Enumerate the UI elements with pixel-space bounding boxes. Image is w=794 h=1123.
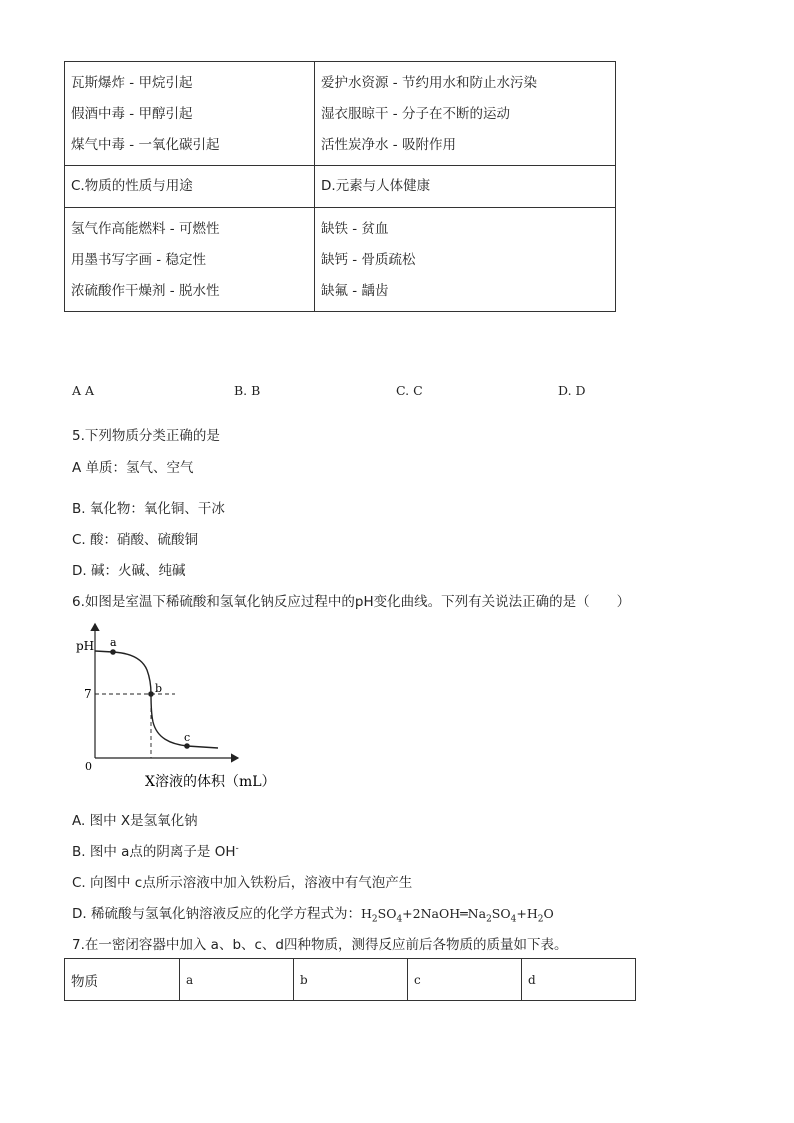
q7-header-a: a (180, 959, 294, 1001)
q6-option-c[interactable]: C. 向图中 c点所示溶液中加入铁粉后，溶液中有气泡产生 (72, 875, 413, 891)
x-axis-label: X溶液的体积（mL） (145, 774, 276, 790)
q7-header-b: b (294, 959, 408, 1001)
q6-option-d[interactable] (72, 902, 554, 925)
q7-header-substance: 物质 (65, 959, 180, 1001)
ph-curve-figure (70, 618, 310, 796)
point-c (184, 743, 190, 749)
q7-header-c: c (408, 959, 522, 1001)
q6-option-b[interactable] (72, 840, 239, 860)
point-a-label: a (110, 636, 117, 649)
table-line: 氢气作高能燃料 - 可燃性 (71, 221, 220, 237)
q4-cell-c (65, 208, 315, 312)
origin-label: 0 (85, 760, 92, 773)
q7-table (64, 958, 636, 1001)
q4-option-d[interactable]: D. D (558, 383, 586, 398)
q5-option-c[interactable]: C. 酸：硝酸、硫酸铜 (72, 532, 199, 548)
q4-cell-d (315, 208, 616, 312)
table-line: 活性炭净水 - 吸附作用 (321, 137, 456, 153)
table-line: 爱护水资源 - 节约用水和防止水污染 (321, 75, 537, 91)
q7-stem: 7.在一密闭容器中加入 a、b、c、d四种物质，测得反应前后各物质的质量如下表。 (72, 937, 568, 953)
table-line: 用墨书写字画 - 稳定性 (71, 252, 206, 268)
point-b-label: b (155, 682, 163, 695)
table-line: 瓦斯爆炸 - 甲烷引起 (71, 75, 193, 91)
q6-stem: 6.如图是室温下稀硫酸和氢氧化钠反应过程中的pH变化曲线。下列有关说法正确的是（ ） (72, 594, 631, 610)
table-line: 煤气中毒 - 一氧化碳引起 (71, 137, 220, 153)
table-line: 湿衣服晾干 - 分子在不断的运动 (321, 106, 510, 122)
table-row (65, 959, 636, 1001)
point-c-label: c (184, 731, 191, 744)
q5-option-d[interactable]: D. 碱：火碱、纯碱 (72, 563, 186, 579)
q4-cell-a (65, 62, 315, 166)
q4-option-b[interactable]: B. B (234, 383, 261, 398)
point-a (110, 649, 116, 655)
q6-option-b-text: B. 图中 a点的阴离子是 OH (72, 844, 236, 860)
q5-stem: 5.下列物质分类正确的是 (72, 428, 220, 444)
table-line: 缺氟 - 龋齿 (321, 283, 389, 299)
chemical-equation: $H_2SO_4+2NaOH═Na_2SO_4+H_2O$ (360, 906, 554, 925)
y-tick-7: 7 (84, 687, 92, 701)
q5-option-a[interactable]: A 单质：氢气、空气 (72, 460, 194, 476)
q4-table (64, 61, 616, 312)
q5-option-b[interactable]: B. 氧化物：氧化铜、干冰 (72, 501, 225, 517)
q4-header-d: D.元素与人体健康 (315, 166, 616, 208)
q4-cell-b (315, 62, 616, 166)
table-line: 浓硫酸作干燥剂 - 脱水性 (71, 283, 220, 299)
point-b (148, 691, 154, 697)
q6-option-d-text: D. 稀硫酸与氢氧化钠溶液反应的化学方程式为： (72, 906, 361, 922)
q4-option-a[interactable]: A A (72, 383, 95, 398)
q6-option-b-sup: - (235, 843, 239, 854)
q6-option-a[interactable]: A. 图中 X是氢氧化钠 (72, 813, 198, 829)
q4-header-c: C.物质的性质与用途 (65, 166, 315, 208)
table-line: 缺铁 - 贫血 (321, 221, 389, 237)
q4-option-c[interactable]: C. C (396, 383, 423, 398)
ph-curve (95, 651, 218, 748)
table-line: 假酒中毒 - 甲醇引起 (71, 106, 193, 122)
q7-header-d: d (522, 959, 636, 1001)
y-axis-label: pH (76, 639, 95, 653)
table-line: 缺钙 - 骨质疏松 (321, 252, 416, 268)
